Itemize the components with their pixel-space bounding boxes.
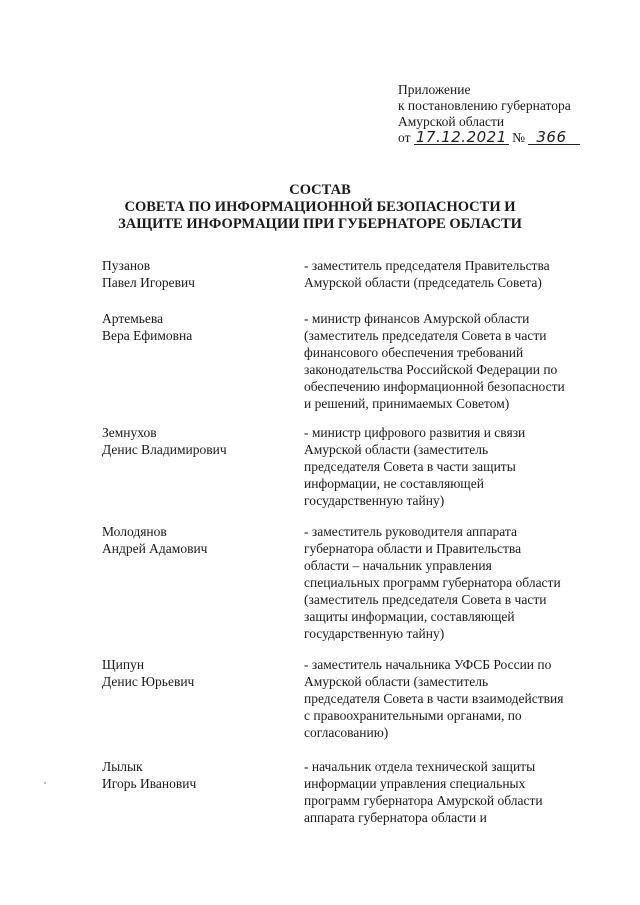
handwritten-number: 366 bbox=[528, 130, 580, 145]
member-role: - заместитель начальника УФСБ России по Амурской области (заместитель председателя Совета в части взаимодействия с правоохранительными органами, по согласованию) bbox=[304, 657, 564, 740]
title-line-3: ЗАЩИТЕ ИНФОРМАЦИИ ПРИ ГУБЕРНАТОРЕ ОБЛАСТИ bbox=[118, 216, 522, 232]
member-name bbox=[102, 424, 227, 458]
member-surname: Молодянов bbox=[102, 524, 167, 539]
member-given-name: Денис Владимирович bbox=[102, 442, 227, 457]
member-given-name: Денис Юрьевич bbox=[102, 674, 195, 689]
appendix-date-line bbox=[398, 130, 580, 146]
scan-speck bbox=[44, 782, 46, 784]
document-title bbox=[0, 182, 640, 233]
member-name bbox=[102, 257, 195, 291]
handwritten-date: 17.12.2021 bbox=[415, 128, 507, 146]
appendix-line-3: Амурской области bbox=[398, 114, 505, 129]
member-surname: Щипун bbox=[102, 657, 145, 672]
member-surname: Артемьева bbox=[102, 311, 164, 326]
member-name bbox=[102, 758, 196, 792]
member-name bbox=[102, 656, 194, 690]
member-role: - заместитель председателя Правительства Амурской области (председатель Совета) bbox=[304, 258, 550, 290]
member-given-name: Андрей Адамович bbox=[102, 541, 208, 556]
member-surname: Земнухов bbox=[102, 425, 157, 440]
member-role: - министр цифрового развития и связи Амурской области (заместитель председателя Совета в части защиты информации, не составляющей государственную тайну) bbox=[304, 425, 526, 508]
member-role: - начальник отдела технической защиты информации управления специальных программ губернатора Амурской области аппарата губернатора области и bbox=[304, 759, 543, 825]
appendix-block bbox=[398, 82, 580, 146]
member-given-name: Вера Ефимовна bbox=[102, 328, 193, 343]
member-surname: Лылык bbox=[102, 759, 143, 774]
member-role: - заместитель руководителя аппарата губернатора области и Правительства области – начальник управления специальных программ губернатора области (заместитель председателя Совета в части защиты информации, составляющей государственную тайну) bbox=[304, 524, 561, 641]
appendix-line-1: Приложение bbox=[398, 82, 471, 97]
member-given-name: Павел Игоревич bbox=[102, 275, 195, 290]
member-role: - министр финансов Амурской области (заместитель председателя Совета в части финансового обеспечения требований законодательства Российской Федерации по обеспечению информационной безопасности и решений, принимаемых Советом) bbox=[304, 311, 565, 411]
date-prefix: от bbox=[398, 130, 411, 145]
appendix-line-2: к постановлению губернатора bbox=[398, 98, 571, 113]
number-sign: № bbox=[512, 130, 526, 145]
member-surname: Пузанов bbox=[102, 258, 151, 273]
member-name bbox=[102, 523, 207, 557]
title-line-2: СОВЕТА ПО ИНФОРМАЦИОННОЙ БЕЗОПАСНОСТИ И bbox=[124, 199, 516, 215]
member-given-name: Игорь Иванович bbox=[102, 776, 197, 791]
title-line-1: СОСТАВ bbox=[289, 182, 351, 198]
member-name bbox=[102, 310, 192, 344]
